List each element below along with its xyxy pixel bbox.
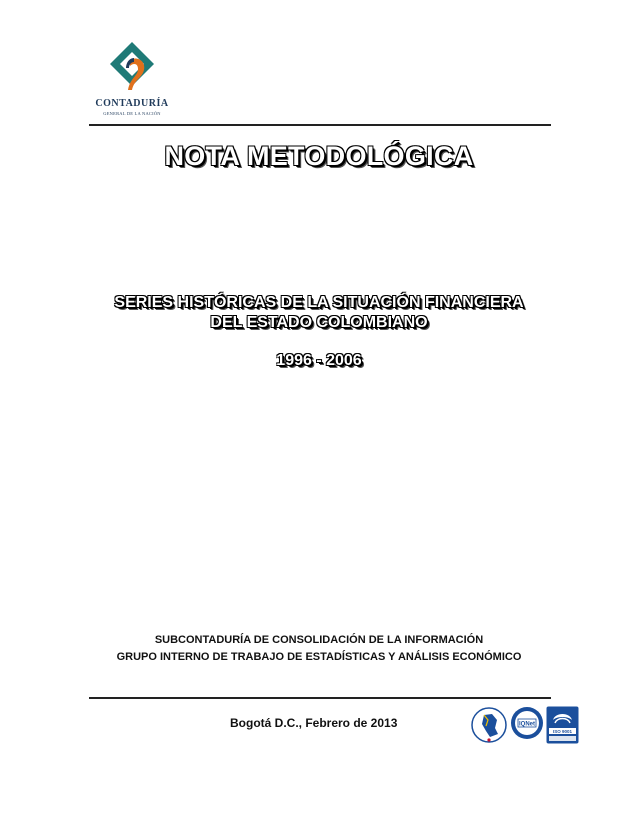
iso-9001-seal-icon xyxy=(546,706,579,744)
document-subtitle xyxy=(0,293,638,333)
colombia-map-seal-icon xyxy=(470,706,508,744)
contaduria-logo xyxy=(92,40,172,120)
department-block xyxy=(0,632,638,666)
year-range: 1996 - 2006 xyxy=(276,352,362,369)
subtitle-line-1: SERIES HISTÓRICAS DE LA SITUACIÓN FINANCIERA xyxy=(114,294,524,311)
subtitle-line-2: DEL ESTADO COLOMBIANO xyxy=(210,314,428,331)
iqnet-seal-icon xyxy=(510,706,544,740)
contaduria-emblem-icon xyxy=(106,40,158,96)
document-title: NOTA METODOLÓGICA xyxy=(164,141,474,171)
bottom-divider xyxy=(89,697,551,699)
iso-label: ISO 9001 xyxy=(552,728,573,734)
logo-name: CONTADURÍA xyxy=(95,98,169,109)
top-divider xyxy=(89,124,551,126)
iqnet-label: IQNet xyxy=(518,721,536,728)
date-line: Bogotá D.C., Febrero de 2013 xyxy=(230,716,398,730)
department-line-2: GRUPO INTERNO DE TRABAJO DE ESTADÍSTICAS Y ANÁLISIS ECONÓMICO xyxy=(116,651,522,663)
department-line-1: SUBCONTADURÍA DE CONSOLIDACIÓN DE LA INFORMACIÓN xyxy=(154,634,484,646)
logo-subtitle: GENERAL DE LA NACIÓN xyxy=(103,111,161,116)
